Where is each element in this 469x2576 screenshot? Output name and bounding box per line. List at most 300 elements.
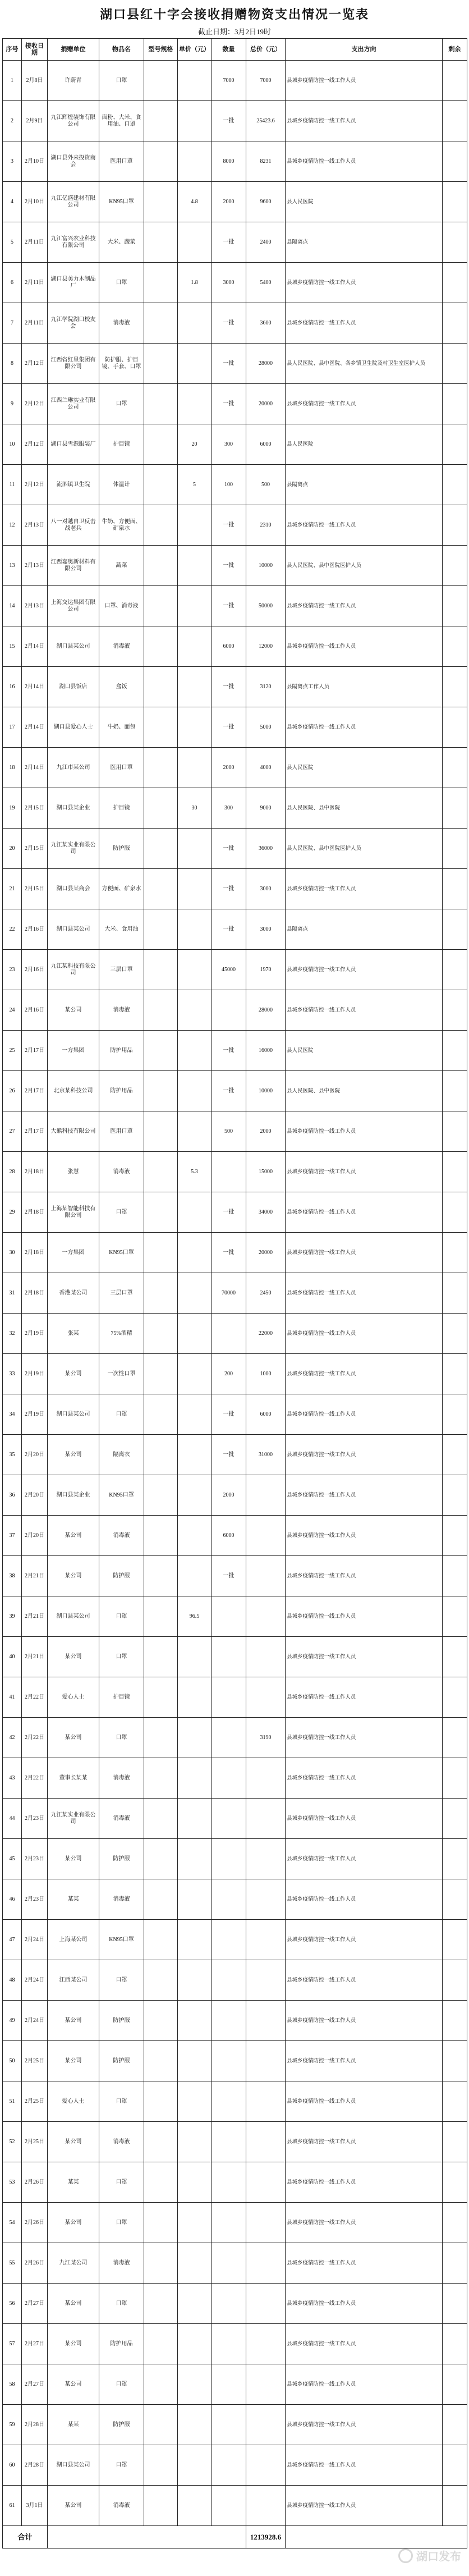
cell-item: 口罩 [99,2445,144,2486]
cell-remaining [443,1152,467,1192]
cell-date: 2月24日 [22,1920,48,1960]
cell-price [178,2162,211,2203]
cell-total: 25423.6 [246,101,286,141]
header-qty: 数量 [211,39,246,61]
cell-destination: 县人民医院、县中医院医护人员 [286,546,443,586]
cell-destination: 县隔离点 [286,909,443,950]
cell-price [178,344,211,384]
cell-qty: 一批 [211,1435,246,1475]
cell-price [178,505,211,546]
cell-no: 21 [3,869,22,909]
cell-destination: 县隔离点工作人员 [286,667,443,707]
cell-qty: 一批 [211,505,246,546]
header-spec: 型号规格 [144,39,178,61]
cell-destination: 县城乡疫情防控一线工作人员 [286,1111,443,1152]
cell-destination: 县城乡疫情防控一线工作人员 [286,1960,443,2001]
cell-item: 口罩 [99,61,144,101]
cell-destination: 县城乡疫情防控一线工作人员 [286,586,443,626]
table-row [3,1758,467,1799]
cell-total: 16000 [246,1031,286,1071]
cell-donor: 张慧 [48,1152,99,1192]
cell-spec [144,1354,178,1394]
cell-date: 2月27日 [22,2324,48,2364]
cell-qty: 6000 [211,1516,246,1556]
cell-date: 2月27日 [22,2364,48,2405]
cell-destination: 县城乡疫情防控一线工作人员 [286,1394,443,1435]
cell-donor: 爱心人士 [48,1677,99,1718]
cell-donor: 九江某公司 [48,2243,99,2284]
cell-total [246,2486,286,2526]
cell-price [178,2445,211,2486]
watermark-text: 湖口发布 [416,2551,461,2563]
cell-item: 75%酒精 [99,1314,144,1354]
cell-destination: 县城乡疫情防控一线工作人员 [286,1677,443,1718]
cell-donor: 江西嘉奥新材料有限公司 [48,546,99,586]
cell-spec [144,2162,178,2203]
cell-no: 33 [3,1354,22,1394]
cell-total: 28000 [246,344,286,384]
table-row [3,1718,467,1758]
cell-price [178,1920,211,1960]
cell-remaining [443,2243,467,2284]
cell-donor: 香港某公司 [48,1273,99,1314]
cell-destination: 县城乡疫情防控一线工作人员 [286,1314,443,1354]
cell-donor: 湖口县某公司 [48,626,99,667]
cell-total: 1970 [246,950,286,990]
cell-item: 护目镜 [99,1677,144,1718]
cell-destination: 县城乡疫情防控一线工作人员 [286,1233,443,1273]
cell-date: 2月24日 [22,1960,48,2001]
cell-donor: 上海交达集团有限公司 [48,586,99,626]
cell-no: 60 [3,2445,22,2486]
cell-total [246,1596,286,1637]
cell-qty [211,2203,246,2243]
cell-remaining [443,1475,467,1516]
cell-remaining [443,2122,467,2162]
cell-destination: 县城乡疫情防控一线工作人员 [286,2324,443,2364]
cell-no: 12 [3,505,22,546]
cell-total: 9600 [246,182,286,222]
cell-donor: 九江学院湖口校友会 [48,303,99,344]
cell-price [178,909,211,950]
cell-qty: 300 [211,424,246,465]
cell-date: 2月12日 [22,344,48,384]
cell-no: 58 [3,2364,22,2405]
cell-donor: 某公司 [48,2203,99,2243]
cell-destination: 县城乡疫情防控一线工作人员 [286,2243,443,2284]
table-row [3,869,467,909]
cell-destination: 县人民医院 [286,1031,443,1071]
cell-total: 31000 [246,1435,286,1475]
cell-total [246,1758,286,1799]
table-row [3,2162,467,2203]
cell-remaining [443,2405,467,2445]
cell-remaining [443,586,467,626]
table-row [3,1879,467,1920]
cell-no: 11 [3,465,22,505]
cell-no: 26 [3,1071,22,1111]
cell-item: 方便面、矿泉水 [99,869,144,909]
cell-total: 3190 [246,1718,286,1758]
cell-price [178,1111,211,1152]
table-row [3,505,467,546]
cell-price [178,2364,211,2405]
cell-qty [211,1152,246,1192]
cell-donor: 某公司 [48,2486,99,2526]
cell-price [178,2284,211,2324]
cell-total: 2000 [246,1111,286,1152]
cell-item: 口罩 [99,1394,144,1435]
cell-item: 防护用品 [99,2324,144,2364]
cell-no: 20 [3,829,22,869]
cell-remaining [443,707,467,748]
header-no: 序号 [3,39,22,61]
cell-destination: 县人民医院、县中医院 [286,788,443,829]
cell-item: 大米、蔬菜 [99,222,144,263]
cell-qty: 一批 [211,1031,246,1071]
table-row [3,424,467,465]
table-row [3,626,467,667]
cell-no: 47 [3,1920,22,1960]
cell-item: 消毒液 [99,2243,144,2284]
cell-qty [211,2445,246,2486]
cell-no: 38 [3,1556,22,1596]
cell-donor: 江西兰琳实业有限公司 [48,384,99,424]
cell-spec [144,1111,178,1152]
cell-donor: 某公司 [48,1354,99,1394]
cell-donor: 九江辉煌装饰有限公司 [48,101,99,141]
cell-no: 7 [3,303,22,344]
cell-date: 2月18日 [22,1152,48,1192]
cell-remaining [443,990,467,1031]
cell-total [246,1516,286,1556]
cell-qty [211,2081,246,2122]
cell-no: 36 [3,1475,22,1516]
cell-destination: 县城乡疫情防控一线工作人员 [286,1596,443,1637]
cell-price [178,748,211,788]
cell-date: 2月21日 [22,1596,48,1637]
cell-price [178,1394,211,1435]
cell-destination: 县城乡疫情防控一线工作人员 [286,61,443,101]
cell-date: 2月9日 [22,101,48,141]
cell-qty: 一批 [211,869,246,909]
cell-total: 5400 [246,263,286,303]
cell-item: 口罩、消毒液 [99,586,144,626]
cell-date: 2月12日 [22,465,48,505]
cell-date: 2月15日 [22,788,48,829]
cell-item: 口罩 [99,1960,144,2001]
cell-date: 2月26日 [22,2243,48,2284]
cell-remaining [443,384,467,424]
cell-price [178,384,211,424]
table-row [3,2203,467,2243]
cell-spec [144,303,178,344]
cell-donor: 江西某公司 [48,1960,99,2001]
cell-total [246,1920,286,1960]
cell-item: 口罩 [99,2364,144,2405]
cell-destination: 县城乡疫情防控一线工作人员 [286,2284,443,2324]
cell-price [178,1839,211,1879]
cell-destination: 县隔离点 [286,465,443,505]
cell-item: 防护服 [99,1839,144,1879]
cell-item: 口罩 [99,1192,144,1233]
cell-no: 13 [3,546,22,586]
cell-price [178,1273,211,1314]
cell-no: 29 [3,1192,22,1233]
cell-date: 2月12日 [22,424,48,465]
table-row [3,2041,467,2081]
cell-qty: 一批 [211,384,246,424]
cell-date: 2月19日 [22,1394,48,1435]
cell-price [178,1677,211,1718]
cell-item: KN95口罩 [99,182,144,222]
cell-price [178,950,211,990]
cell-total: 4000 [246,748,286,788]
cell-item: 防护服 [99,2041,144,2081]
cell-date: 2月16日 [22,909,48,950]
cell-date: 2月22日 [22,1718,48,1758]
cell-qty [211,2162,246,2203]
cell-qty: 500 [211,1111,246,1152]
cell-destination: 县城乡疫情防控一线工作人员 [286,1192,443,1233]
cell-donor: 某公司 [48,2041,99,2081]
cell-remaining [443,303,467,344]
cell-date: 2月16日 [22,990,48,1031]
cell-remaining [443,1516,467,1556]
cell-destination: 县人民医院 [286,424,443,465]
cell-no: 52 [3,2122,22,2162]
cell-price [178,1071,211,1111]
cell-spec [144,1394,178,1435]
cell-date: 2月20日 [22,1516,48,1556]
cell-no: 59 [3,2405,22,2445]
cell-qty: 一批 [211,1556,246,1596]
cell-remaining [443,2203,467,2243]
cell-spec [144,2324,178,2364]
cell-destination: 县城乡疫情防控一线工作人员 [286,2405,443,2445]
cell-qty [211,2284,246,2324]
header-price: 单价（元） [178,39,211,61]
cell-no: 39 [3,1596,22,1637]
cell-destination: 县人民医院 [286,182,443,222]
cell-date: 2月26日 [22,2203,48,2243]
cell-qty [211,1879,246,1920]
cell-item: 防护服 [99,1556,144,1596]
cell-destination: 县城乡疫情防控一线工作人员 [286,1273,443,1314]
cell-remaining [443,1799,467,1839]
cell-remaining [443,626,467,667]
cell-spec [144,950,178,990]
cell-destination: 县城乡疫情防控一线工作人员 [286,263,443,303]
cell-remaining [443,1960,467,2001]
table-row [3,2405,467,2445]
cell-remaining [443,788,467,829]
total-label: 合计 [3,2526,48,2548]
cell-remaining [443,1556,467,1596]
cell-price [178,1556,211,1596]
cell-item: 口罩 [99,2203,144,2243]
cell-item: 隔离衣 [99,1435,144,1475]
cell-remaining [443,1192,467,1233]
cell-remaining [443,748,467,788]
cell-donor: 江西省红星集团有限公司 [48,344,99,384]
cell-donor: 上海某公司 [48,1920,99,1960]
cell-no: 30 [3,1233,22,1273]
cell-no: 6 [3,263,22,303]
cell-price [178,1879,211,1920]
cell-destination: 县城乡疫情防控一线工作人员 [286,950,443,990]
cell-spec [144,1475,178,1516]
cell-price [178,2486,211,2526]
cell-remaining [443,1394,467,1435]
cell-destination: 县城乡疫情防控一线工作人员 [286,141,443,182]
cell-total: 3600 [246,303,286,344]
cell-destination: 县城乡疫情防控一线工作人员 [286,1879,443,1920]
cell-item: 消毒液 [99,1758,144,1799]
cell-total [246,1637,286,1677]
cell-no: 25 [3,1031,22,1071]
cell-remaining [443,2364,467,2405]
cell-no: 1 [3,61,22,101]
table-row [3,344,467,384]
cell-remaining [443,1233,467,1273]
cell-spec [144,2243,178,2284]
page-title: 湖口县红十字会接收捐赠物资支出情况一览表 [99,7,369,21]
cell-item: 消毒液 [99,626,144,667]
grand-total: 1213928.6 [246,2526,286,2548]
cell-price: 1.8 [178,263,211,303]
cell-donor: 北京某科技公司 [48,1071,99,1111]
cell-spec [144,788,178,829]
cell-qty [211,2001,246,2041]
cell-total: 10000 [246,1071,286,1111]
cell-donor: 八一对越自卫反击战老兵 [48,505,99,546]
cell-donor: 某公司 [48,1556,99,1596]
cell-price: 4.8 [178,182,211,222]
table-row [3,1637,467,1677]
cell-remaining [443,263,467,303]
cell-qty: 一批 [211,586,246,626]
cell-price [178,1637,211,1677]
header-item: 物品名 [99,39,144,61]
cell-donor: 九江亿盛建材有限公司 [48,182,99,222]
cell-total: 5000 [246,707,286,748]
cell-spec [144,1435,178,1475]
donation-table [2,38,467,2548]
cell-donor: 九江某实业有限公司 [48,1799,99,1839]
cell-donor: 某公司 [48,2122,99,2162]
cell-total: 6000 [246,424,286,465]
table-row [3,1920,467,1960]
cell-donor: 湖口县爱心人士 [48,707,99,748]
cell-price [178,222,211,263]
cutoff-date: 截止日期：3月2日19时 [197,28,271,36]
cell-total: 28000 [246,990,286,1031]
cell-destination: 县城乡疫情防控一线工作人员 [286,384,443,424]
header-destination: 支出方向 [286,39,443,61]
cell-price: 5.3 [178,1152,211,1192]
cell-item: 医用口罩 [99,748,144,788]
cell-date: 2月14日 [22,748,48,788]
table-row [3,990,467,1031]
cell-item: 防护服、护目镜、手套、口罩 [99,344,144,384]
cell-donor: 许蔚青 [48,61,99,101]
cell-remaining [443,505,467,546]
cell-date: 2月23日 [22,1879,48,1920]
cell-no: 27 [3,1111,22,1152]
cell-donor: 某公司 [48,1637,99,1677]
cell-donor: 某公司 [48,1718,99,1758]
cell-price [178,1192,211,1233]
total-row [3,2526,467,2548]
document-page [2,3,467,2548]
cell-no: 43 [3,1758,22,1799]
cell-price [178,829,211,869]
cell-spec [144,1273,178,1314]
cell-remaining [443,2284,467,2324]
cell-qty: 一批 [211,1233,246,1273]
cell-destination: 县隔离点 [286,222,443,263]
cell-total: 3000 [246,869,286,909]
cell-price [178,1031,211,1071]
cell-qty: 2000 [211,748,246,788]
cell-destination: 县城乡疫情防控一线工作人员 [286,1354,443,1394]
cell-remaining [443,1111,467,1152]
cell-no: 16 [3,667,22,707]
cell-date: 2月23日 [22,1839,48,1879]
cell-spec [144,424,178,465]
cell-item: 三层口罩 [99,950,144,990]
cell-donor: 某公司 [48,2324,99,2364]
cell-no: 28 [3,1152,22,1192]
cell-item: 护目镜 [99,788,144,829]
cell-remaining [443,61,467,101]
cell-price [178,1314,211,1354]
cell-no: 9 [3,384,22,424]
cell-destination: 县城乡疫情防控一线工作人员 [286,1152,443,1192]
cell-item: 医用口罩 [99,141,144,182]
cell-qty [211,1960,246,2001]
cell-donor: 湖口县某商会 [48,869,99,909]
cell-date: 2月19日 [22,1314,48,1354]
total-spacer [48,2526,246,2548]
cell-item: 口罩 [99,2081,144,2122]
cell-item: 口罩 [99,2284,144,2324]
cell-no: 44 [3,1799,22,1839]
cell-donor: 某公司 [48,990,99,1031]
cell-qty: 一批 [211,707,246,748]
table-row [3,61,467,101]
cell-date: 2月22日 [22,1677,48,1718]
cell-donor: 某某 [48,1879,99,1920]
cell-qty [211,1839,246,1879]
cell-spec [144,869,178,909]
cell-qty: 一批 [211,222,246,263]
cell-spec [144,1031,178,1071]
cell-item: 口罩 [99,263,144,303]
cell-date: 2月23日 [22,1799,48,1839]
cell-spec [144,1839,178,1879]
cell-spec [144,829,178,869]
table-row [3,1394,467,1435]
cell-remaining [443,2445,467,2486]
header-date: 接收日期 [22,39,48,61]
cell-date: 2月11日 [22,303,48,344]
cell-date: 2月20日 [22,1475,48,1516]
cell-no: 54 [3,2203,22,2243]
cell-spec [144,141,178,182]
cell-qty: 一批 [211,303,246,344]
